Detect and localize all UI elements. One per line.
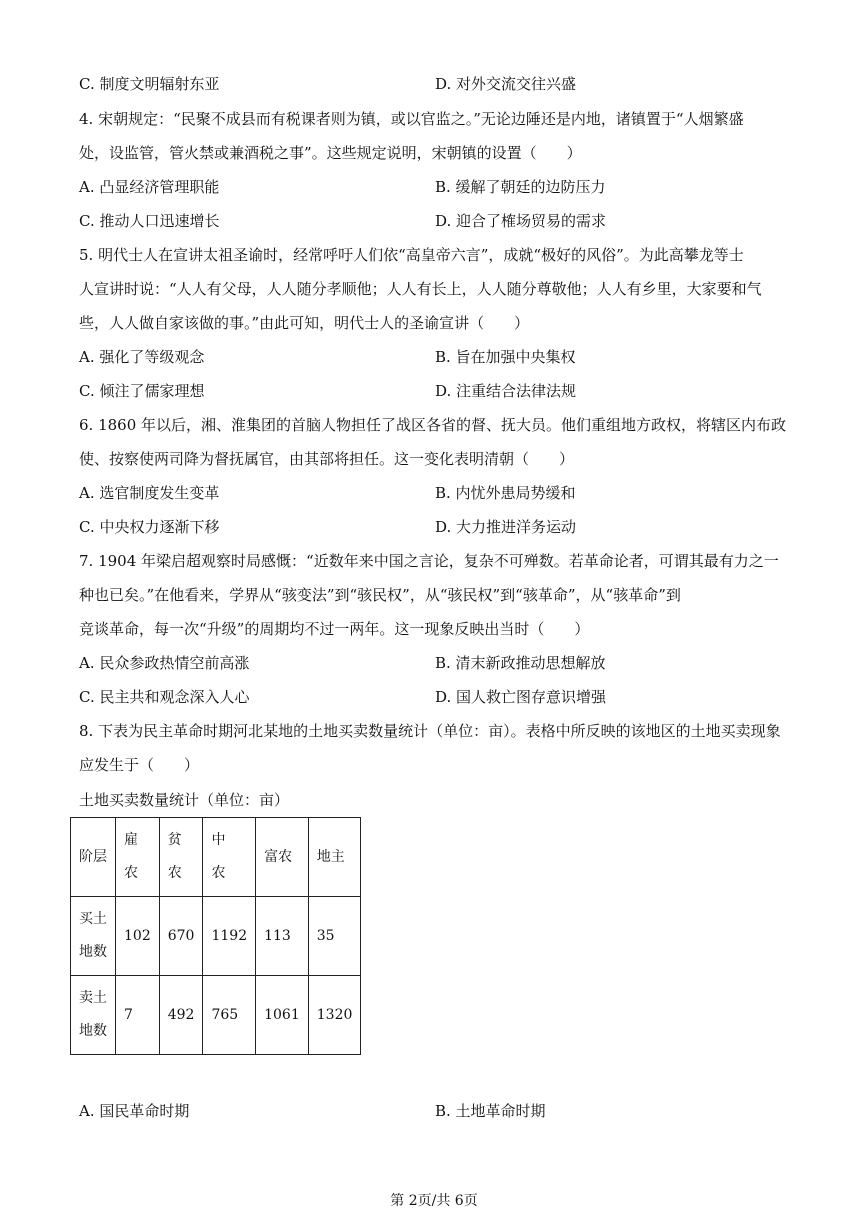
q7-stem-line1: 7. 1904 年梁启超观察时局感慨：“近数年来中国之言论，复杂不可殚数。若革命论者，可谓其最有力之一 [79,552,779,570]
header-cell-hired-peasant: 雇 农 [116,818,160,897]
q4-option-a: A. 凸显经济管理职能 [79,178,220,196]
q7-option-c: C. 民主共和观念深入人心 [79,688,250,706]
header-cell-rich-peasant: 富农 [256,818,309,897]
q6-stem-line1: 6. 1860 年以后，湘、淮集团的首脑人物担任了战区各省的督、抚大员。他们重组地方政权，将辖区内布政 [79,416,787,434]
q7-stem-line2: 种也已矣。”在他看来，学界从“骇变法”到“骇民权”，从“骇民权”到“骇革命”，从“骇革命”到 [79,586,681,604]
table-cell: 35 [308,897,361,976]
q6-option-a: A. 选官制度发生变革 [79,484,220,502]
q5-option-a: A. 强化了等级观念 [79,348,205,366]
table-cell: 765 [203,976,256,1055]
q7-option-d: D. 国人救亡图存意识增强 [435,688,607,706]
row-label-sell: 卖土 地数 [71,976,116,1055]
q7-option-b: B. 清末新政推动思想解放 [435,654,606,672]
q4-stem-line2: 处，设监管，管火禁或兼酒税之事”。这些规定说明，宋朝镇的设置（ ） [79,144,582,162]
q5-stem-line2: 人宣讲时说：“人人有父母，人人随分孝顺他；人人有长上，人人随分尊敬他；人人有乡里，大家要和气 [79,280,762,298]
q7-stem-line3: 竞谈革命，每一次“升级”的周期均不过一两年。这一现象反映出当时（ ） [79,620,590,638]
q8-option-a: A. 国民革命时期 [79,1102,190,1120]
table-cell: 1320 [308,976,361,1055]
header-cell-middle-peasant: 中 农 [203,818,256,897]
q7-option-a: A. 民众参政热情空前高涨 [79,654,250,672]
q4-stem-line1: 4. 宋朝规定：“民聚不成县而有税课者则为镇，或以官监之。”无论边陲还是内地，诸镇置于“人烟繁盛 [79,110,744,128]
q5-option-d: D. 注重结合法律法规 [435,382,577,400]
table-row-buy [71,897,361,976]
q6-option-b: B. 内忧外患局势缓和 [435,484,576,502]
table-cell: 113 [256,897,309,976]
q6-stem-line2: 使、按察使两司降为督抚属官，由其部将担任。这一变化表明清朝（ ） [79,450,575,468]
table-cell: 670 [159,897,203,976]
table-cell: 7 [116,976,160,1055]
q8-option-b: B. 土地革命时期 [435,1102,546,1120]
q5-option-c: C. 倾注了儒家理想 [79,382,205,400]
table-header-row [71,818,361,897]
table-row-sell [71,976,361,1055]
q6-option-c: C. 中央权力逐渐下移 [79,518,220,536]
q4-option-d: D. 迎合了榷场贸易的需求 [435,212,607,230]
row-label-buy: 买土 地数 [71,897,116,976]
header-cell-landlord: 地主 [308,818,361,897]
q4-option-b: B. 缓解了朝廷的边防压力 [435,178,606,196]
q5-option-b: B. 旨在加强中央集权 [435,348,576,366]
q5-stem-line3: 些，人人做自家该做的事。”由此可知，明代士人的圣谕宣讲（ ） [79,314,530,332]
q3-option-c: C. 制度文明辐射东亚 [79,75,220,93]
page-number-footer: 第 2页/共 6页 [390,1193,478,1209]
q8-stem-line2: 应发生于（ ） [79,756,200,774]
q8-stem-line1: 8. 下表为民主革命时期河北某地的土地买卖数量统计（单位：亩）。表格中所反映的该地区的土地买卖现象 [79,722,781,740]
q4-option-c: C. 推动人口迅速增长 [79,212,220,230]
table-cell: 1061 [256,976,309,1055]
table-cell: 102 [116,897,160,976]
header-cell-level: 阶层 [71,818,116,897]
table-cell: 1192 [203,897,256,976]
q3-option-d: D. 对外交流交往兴盛 [435,75,577,93]
table-cell: 492 [159,976,203,1055]
q6-option-d: D. 大力推进洋务运动 [435,518,577,536]
land-trade-table [70,817,361,1055]
table-caption: 土地买卖数量统计（单位：亩） [79,791,290,809]
q5-stem-line1: 5. 明代士人在宣讲太祖圣谕时，经常呼吁人们依“高皇帝六言”，成就“极好的风俗”。为此高攀龙等士 [79,246,744,264]
header-cell-poor-peasant: 贫 农 [159,818,203,897]
